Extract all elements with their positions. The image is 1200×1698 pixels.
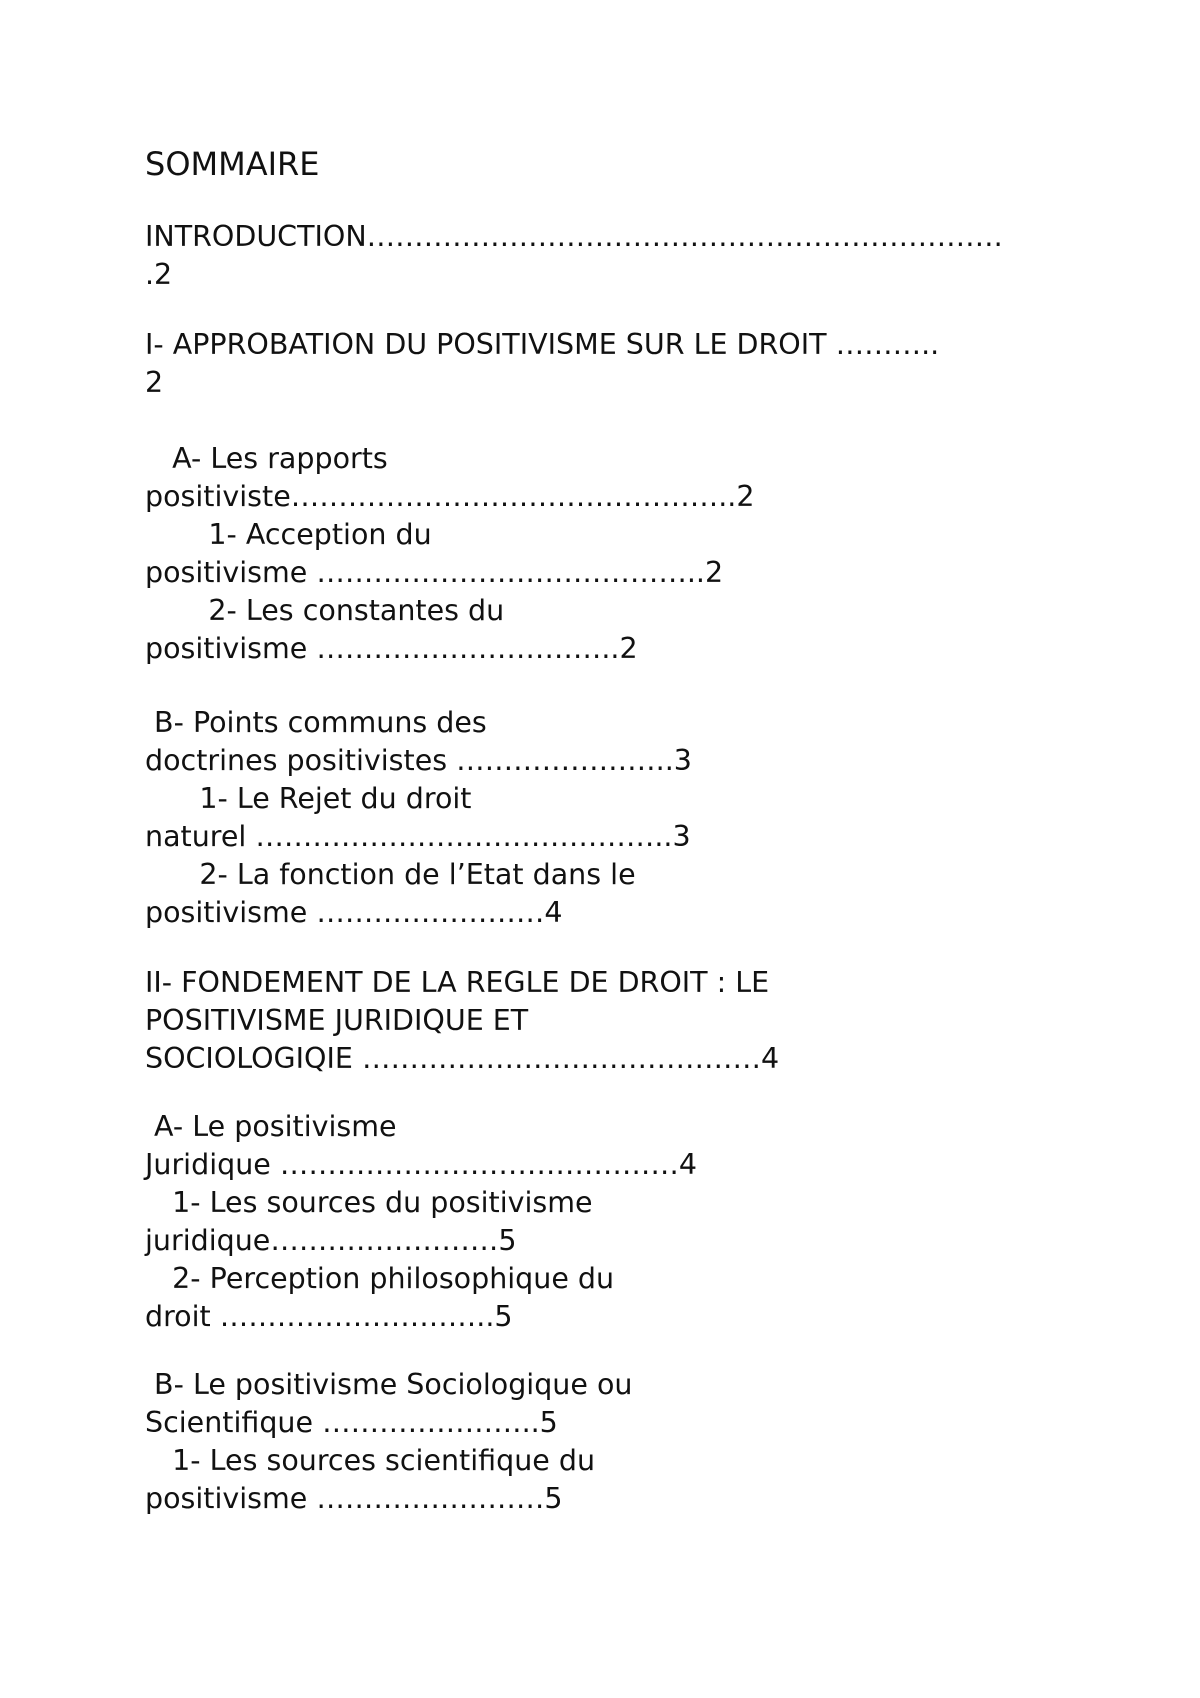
toc-entry-part-1-line-1: I- APPROBATION DU POSITIVISME SUR LE DROIT ……….. xyxy=(145,328,940,361)
toc-entry-part-2-line-3: SOCIOLOGIQIE ……………………………………4 xyxy=(145,1042,780,1075)
toc-entry-part-1-b-2-line-2: positivisme ……………………4 xyxy=(145,896,563,929)
toc-entry-part-2-a-2-line-1: 2- Perception philosophique du xyxy=(145,1262,615,1295)
toc-entry-part-1-b-1-line-1: 1- Le Rejet du droit xyxy=(145,782,472,815)
toc-entry-part-2-a-1-line-1: 1- Les sources du positivisme xyxy=(145,1186,593,1219)
toc-entry-part-1-a-2-line-2: positivisme …………………………..2 xyxy=(145,632,638,665)
toc-entry-part-1-a-line-2: positiviste………………………………………..2 xyxy=(145,480,755,513)
toc-entry-part-1-b-line-2: doctrines positivistes …………………..3 xyxy=(145,744,692,777)
toc-entry-part-1-a-2-line-1: 2- Les constantes du xyxy=(145,594,505,627)
toc-entry-part-2-a-line-2: Juridique ……………………………………4 xyxy=(145,1148,697,1181)
toc-entry-part-1-line-2: 2 xyxy=(145,366,164,399)
toc-entry-part-1-b-line-1: B- Points communs des xyxy=(145,706,487,739)
toc-entry-part-2-b-line-2: Scientifique …………………..5 xyxy=(145,1406,558,1439)
toc-entry-part-1-a-line-1: A- Les rapports xyxy=(145,442,388,475)
toc-entry-part-2-line-2: POSITIVISME JURIDIQUE ET xyxy=(145,1004,529,1037)
toc-entry-part-2-b-line-1: B- Le positivisme Sociologique ou xyxy=(145,1368,633,1401)
toc-entry-part-1-a-1-line-2: positivisme …………………………………..2 xyxy=(145,556,724,589)
toc-entry-part-2-b-1-line-2: positivisme ……………………5 xyxy=(145,1482,563,1515)
toc-entry-part-2-line-1: II- FONDEMENT DE LA REGLE DE DROIT : LE xyxy=(145,966,770,999)
toc-entry-introduction-line-1: INTRODUCTION…………………………………………………………. xyxy=(145,220,1003,253)
toc-entry-part-1-a-1-line-1: 1- Acception du xyxy=(145,518,432,551)
toc-entry-part-2-a-2-line-2: droit ………………………..5 xyxy=(145,1300,513,1333)
toc-entry-part-2-a-line-1: A- Le positivisme xyxy=(145,1110,397,1143)
toc-entry-introduction-line-2: .2 xyxy=(145,258,173,291)
toc-entry-part-1-b-1-line-2: naturel ……………………………………..3 xyxy=(145,820,691,853)
document-title: SOMMAIRE xyxy=(145,145,320,183)
toc-entry-part-1-b-2-line-1: 2- La fonction de l’Etat dans le xyxy=(145,858,636,891)
toc-entry-part-2-b-1-line-1: 1- Les sources scientifique du xyxy=(145,1444,596,1477)
toc-entry-part-2-a-1-line-2: juridique……………………5 xyxy=(145,1224,517,1257)
